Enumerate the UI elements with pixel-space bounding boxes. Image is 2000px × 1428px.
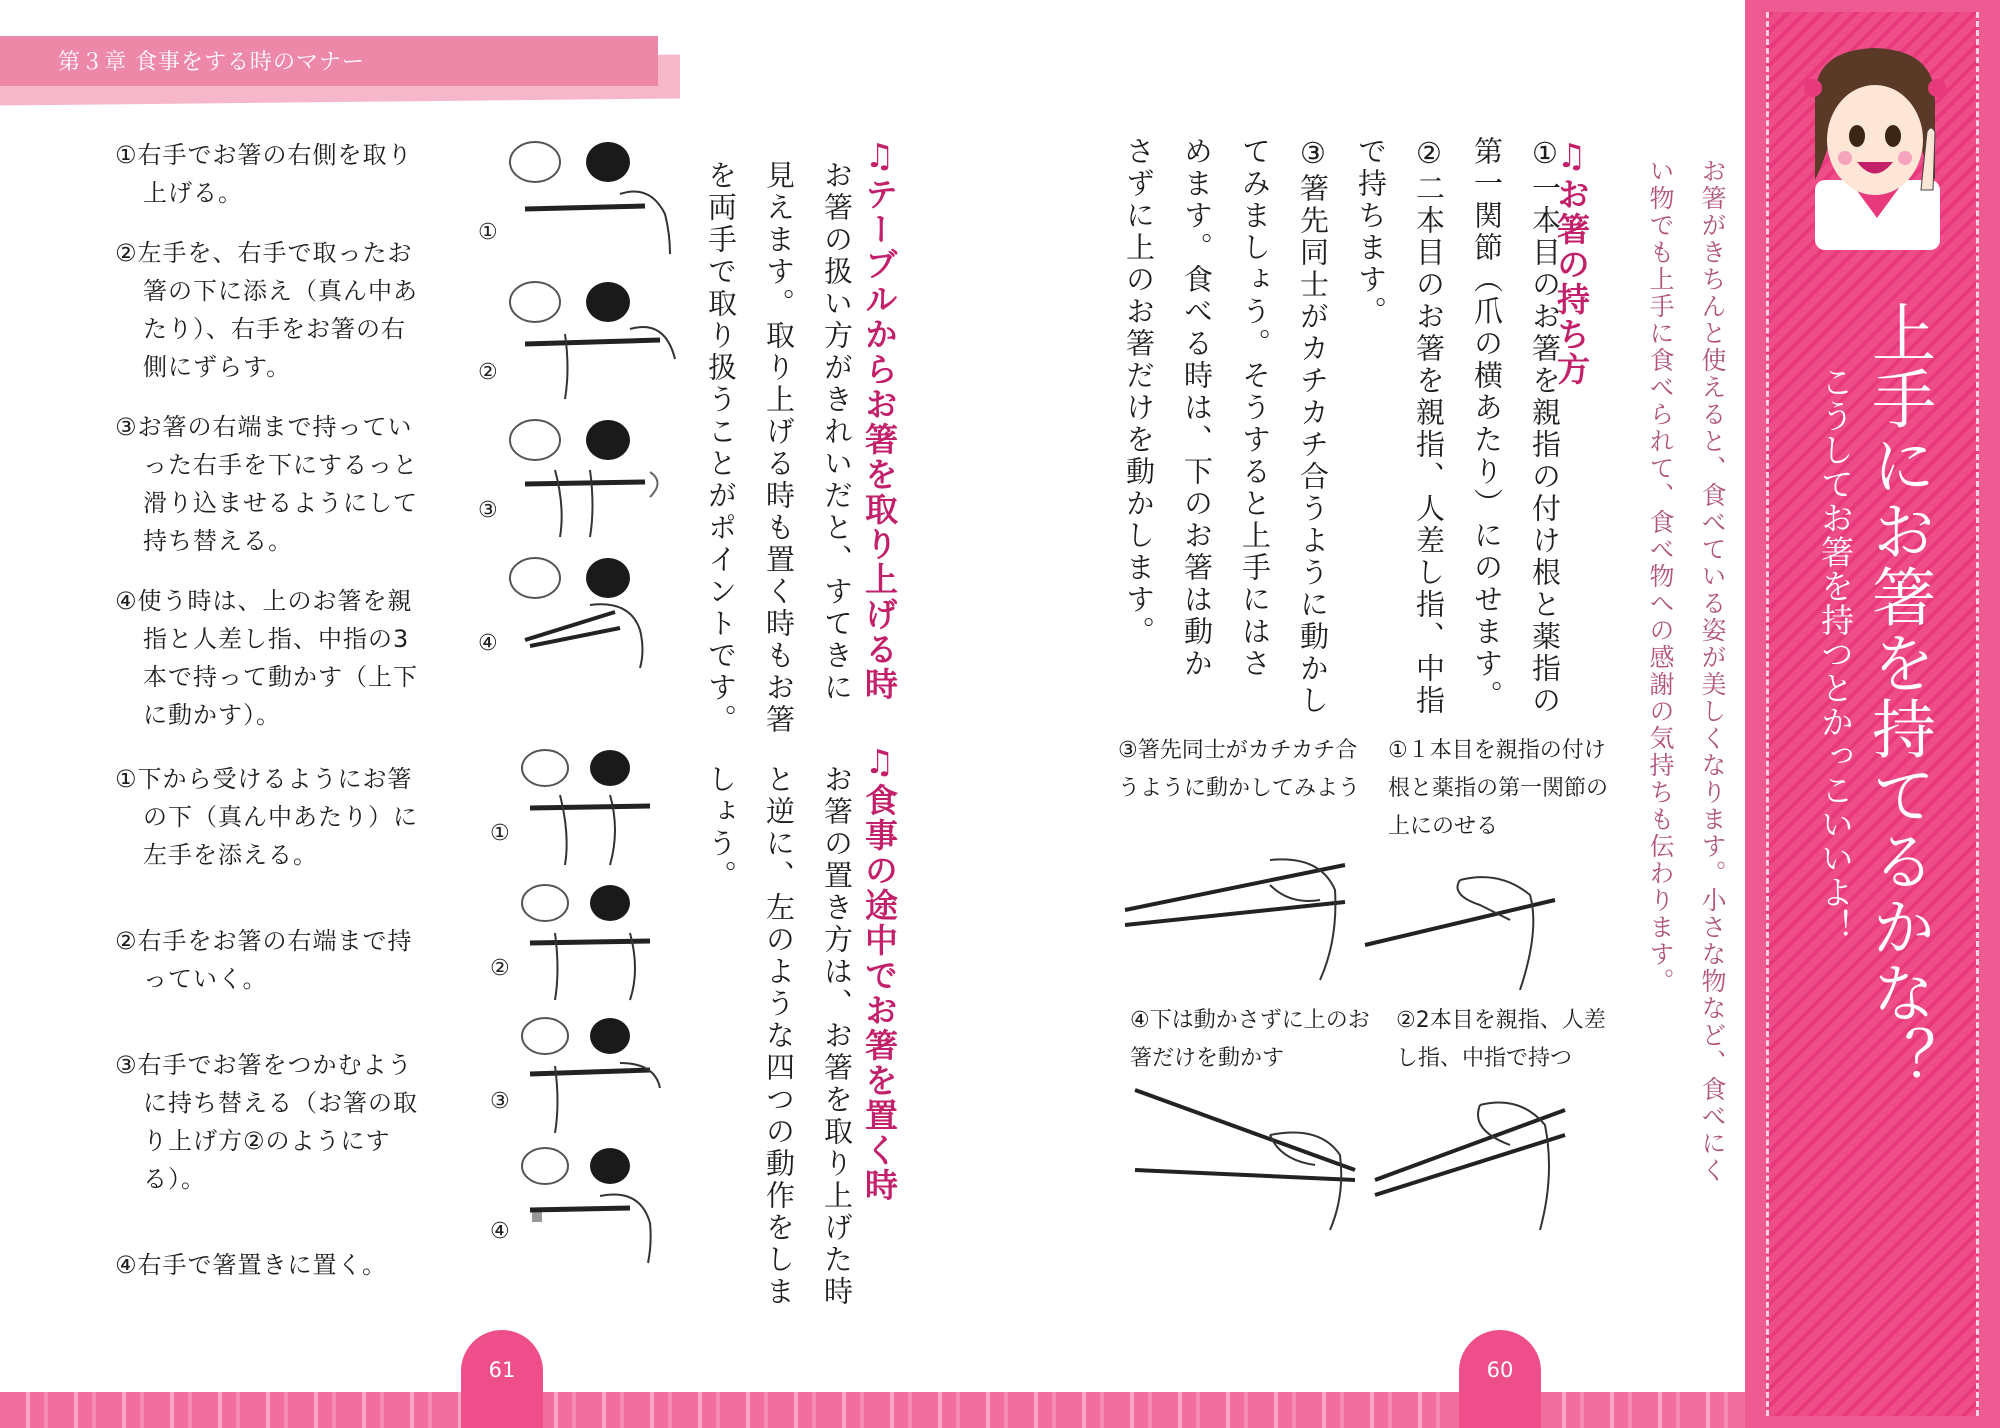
pickup-figure-4	[470, 550, 680, 670]
holding-caption-4: ④下は動かさずに上のお箸だけを動かす	[1130, 1008, 1370, 1071]
pickup-body: お箸の扱い方がきれいだと、すてきに 見えます。取り上げる時も置く時もお箸 を両手で取り扱うことがポイントです。	[704, 160, 854, 736]
putdown-figures	[480, 740, 680, 1280]
holding-body: ①一本目のお箸を親指の付け根と薬指の 第一関節（爪の横あたり）にのせます。 ②二本目のお箸を親指、人差し指、中指 で持ちます。 ③箸先同士がカチカチ合うように動かし てみましょう。そうすると上手にはさ めます。食べる時は、下のお箸は動か さずに上のお箸だけを動かします。	[1122, 136, 1562, 717]
pickup-figure-3	[470, 412, 680, 542]
putdown-figure-label-4: ④	[490, 1219, 510, 1244]
panel-title: 上手にお箸を持てるかな？	[1861, 300, 1935, 1092]
page-number-right: 60	[1459, 1330, 1541, 1428]
page-number-left: 61	[461, 1330, 543, 1428]
pickup-step-1: ①右手でお箸の右側を取り上げる。	[115, 141, 413, 207]
hand-chopsticks-illustration-4	[1130, 1085, 1360, 1235]
pickup-figure-1	[470, 134, 680, 264]
pickup-figure-label-3: ③	[478, 498, 498, 523]
putdown-figure-label-2: ②	[490, 956, 510, 981]
putdown-step-1: ①下から受けるようにお箸の下（真ん中あたり）に左手を添える。	[115, 765, 418, 869]
holding-caption-2: ②2本目を親指、人差し指、中指で持つ	[1396, 1008, 1606, 1071]
putdown-step-3: ③右手でお箸をつかむように持ち替える（お箸の取り上げ方②のようにする）。	[115, 1051, 418, 1193]
putdown-figure-label-1: ①	[490, 821, 510, 846]
girl-character-illustration	[1795, 40, 1955, 250]
holding-heading: ♫お箸の持ち方	[1552, 136, 1591, 387]
pickup-steps	[115, 136, 420, 756]
pickup-figure-label-4: ④	[478, 631, 498, 656]
putdown-figure-4	[480, 1138, 680, 1268]
pickup-step-4: ④使う時は、上のお箸を親指と人差し指、中指の3本で持って動かす（上下に動かす）。	[115, 587, 418, 729]
putdown-figure-2	[480, 875, 680, 1005]
pickup-step-3: ③お箸の右端まで持っていった右手を下にするっと滑り込ませるようにして持ち替える。	[115, 413, 418, 555]
pickup-figure-label-2: ②	[478, 360, 498, 385]
pickup-figure-label-1: ①	[478, 220, 498, 245]
intro-text: お箸がきちんと使えると、食べている姿が美しくなります。小さな物など、食べにく い物でも上手に食べられて、食べ物への感謝の気持ちも伝わります。	[1646, 158, 1727, 1184]
putdown-figure-label-3: ③	[490, 1089, 510, 1114]
hand-chopsticks-illustration-1	[1360, 850, 1560, 990]
putdown-body: お箸の置き方は、お箸を取り上げた時 と逆に、左のような四つの動作をしま しょう。	[704, 764, 854, 1308]
pickup-figures	[470, 134, 680, 654]
pickup-figure-2	[470, 274, 680, 404]
hand-chopsticks-illustration-3	[1120, 850, 1350, 990]
putdown-step-4: ④右手で箸置きに置く。	[115, 1251, 388, 1279]
holding-caption-3: ③箸先同士がカチカチ合うように動かしてみよう	[1118, 738, 1361, 801]
pickup-heading: ♫テーブルからお箸を取り上げる時	[860, 136, 899, 702]
holding-caption-1: ①１本目を親指の付け根と薬指の第一関節の上にのせる	[1388, 738, 1609, 839]
putdown-figure-1	[480, 740, 680, 870]
pickup-step-2: ②左手を、右手で取ったお箸の下に添え（真ん中あたり）、右手をお箸の右側にずらす。	[115, 239, 418, 381]
chapter-title: 第３章 食事をする時のマナー	[58, 50, 365, 75]
putdown-steps	[115, 760, 420, 1332]
hand-chopsticks-illustration-2	[1370, 1085, 1570, 1235]
putdown-heading: ♫食事の途中でお箸を置く時	[860, 742, 899, 1203]
panel-subtitle: こうしてお箸を持つとかっこいいよ！	[1816, 365, 1855, 943]
putdown-step-2: ②右手をお箸の右端まで持っていく。	[115, 927, 413, 993]
putdown-figure-3	[480, 1008, 680, 1138]
